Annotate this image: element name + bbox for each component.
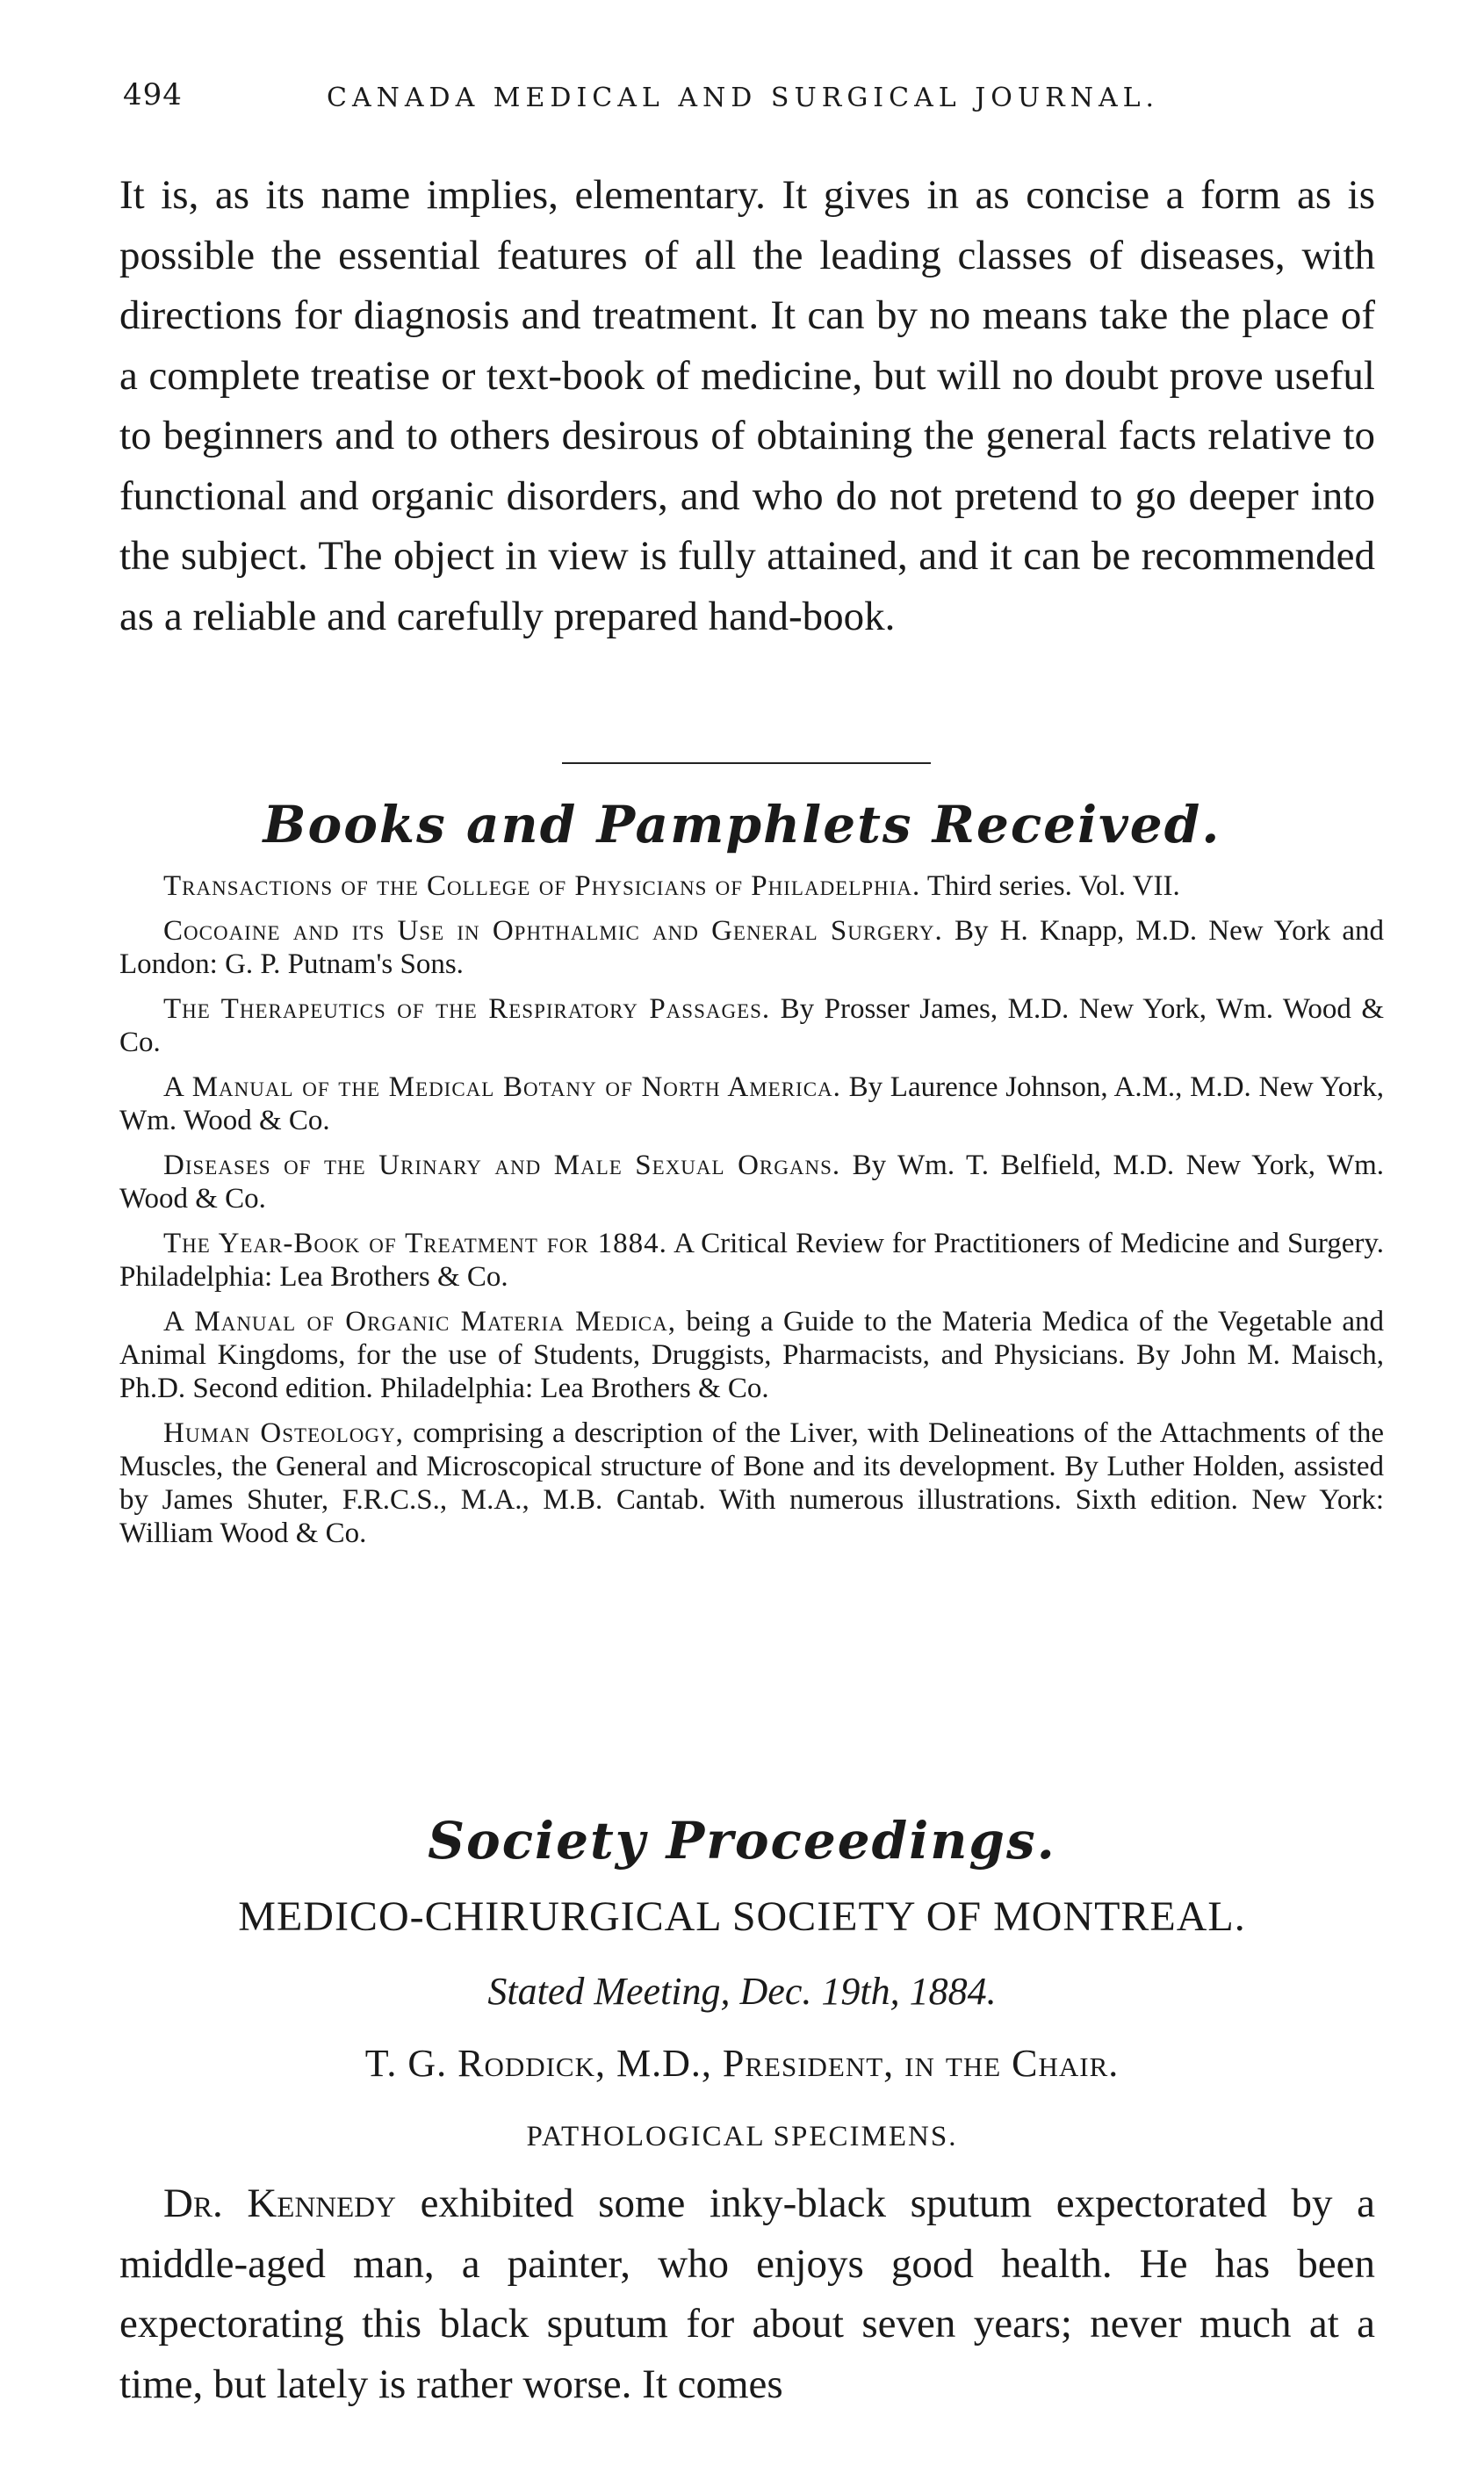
- list-item: [119, 1149, 1384, 1215]
- book-title: The Therapeutics of the Respiratory Passages.: [163, 993, 771, 1025]
- speaker-name: Dr. Kennedy: [163, 2181, 396, 2226]
- book-title: Transactions of the College of Physicians of Philadelphia.: [163, 870, 921, 902]
- list-item: [119, 1071, 1384, 1137]
- journal-title: CANADA MEDICAL AND SURGICAL JOURNAL.: [327, 83, 1160, 113]
- subsection-heading: PATHOLOGICAL SPECIMENS.: [526, 2121, 958, 2152]
- book-details: By Prosser James, M.D. New York, Wm. Wood & Co.: [119, 993, 1384, 1058]
- book-title: Cocoaine and its Use in Ophthalmic and General Surgery.: [163, 915, 943, 947]
- page-number: 494: [123, 77, 183, 112]
- book-details: Third series. Vol. VII.: [920, 870, 1180, 902]
- book-title: Diseases of the Urinary and Male Sexual Organs.: [163, 1150, 841, 1181]
- society-heading: Society Proceedings.: [428, 1811, 1056, 1871]
- book-details: By Laurence Johnson, A.M., M.D. New York, Wm. Wood & Co.: [119, 1071, 1384, 1136]
- book-title: The Year-Book of Treatment for 1884.: [163, 1228, 667, 1259]
- books-heading: Books and Pamphlets Received.: [263, 795, 1221, 854]
- list-item: [119, 914, 1384, 981]
- proceedings-paragraph: [119, 2174, 1375, 2414]
- books-list: [119, 869, 1384, 1561]
- chair-line: T. G. Roddick, M.D., President, in the Chair.: [364, 2042, 1120, 2085]
- list-item: [119, 992, 1384, 1059]
- society-name: MEDICO-CHIRURGICAL SOCIETY OF MONTREAL.: [238, 1893, 1246, 1940]
- book-details: By H. Knapp, M.D. New York and London: G. P. Putnam's Sons.: [119, 915, 1384, 980]
- book-details: comprising a description of the Liver, with Delineations of the Attachments of the Muscles, the General and Microscopical structure of Bone and its development. By Luther Holden, assisted by James Shuter, F.R.C.S., M.A., M.B. Cantab. With numerous illustrations. Sixth edition. New York: William Wood & Co.: [119, 1417, 1384, 1549]
- book-title: Human Osteology,: [163, 1417, 404, 1449]
- list-item: [119, 1227, 1384, 1294]
- book-title: A Manual of the Medical Botany of North America.: [163, 1071, 841, 1103]
- meeting-date: Stated Meeting, Dec. 19th, 1884.: [487, 1970, 997, 2013]
- list-item: [119, 869, 1384, 903]
- list-item: [119, 1417, 1384, 1550]
- book-details: A Critical Review for Practitioners of Medicine and Surgery. Philadelphia: Lea Brothers & Co.: [119, 1228, 1384, 1293]
- book-title: A Manual of Organic Materia Medica,: [163, 1306, 676, 1337]
- section-divider: [562, 762, 931, 764]
- book-details: By Wm. T. Belfield, M.D. New York, Wm. Wood & Co.: [119, 1150, 1385, 1215]
- proceedings-text: exhibited some inky-black sputum expectorated by a middle-aged man, a painter, who enjoys good health. He has been expectorating this black sputum for about seven years; never much at a time, but lately is rather worse. It comes: [119, 2181, 1375, 2407]
- running-header: [123, 77, 1387, 126]
- review-paragraph: It is, as its name implies, elementary. It gives in as concise a form as is possible the essential features of all the leading classes of diseases, with directions for diagnosis and treatment. It can by no means take the place of a complete treatise or text-book of medicine, but will no doubt prove useful to beginners and to others desirous of obtaining the general facts relative to functional and organic disorders, and who do not pretend to go deeper into the subject. The object in view is fully attained, and it can be recommended as a reliable and carefully prepared hand-book.: [119, 172, 1375, 639]
- book-details: being a Guide to the Materia Medica of the Vegetable and Animal Kingdoms, for the use of Students, Druggists, Pharmacists, and Physicians. By John M. Maisch, Ph.D. Second edition. Philadelphia: Lea Brothers & Co.: [119, 1306, 1385, 1404]
- list-item: [119, 1305, 1384, 1405]
